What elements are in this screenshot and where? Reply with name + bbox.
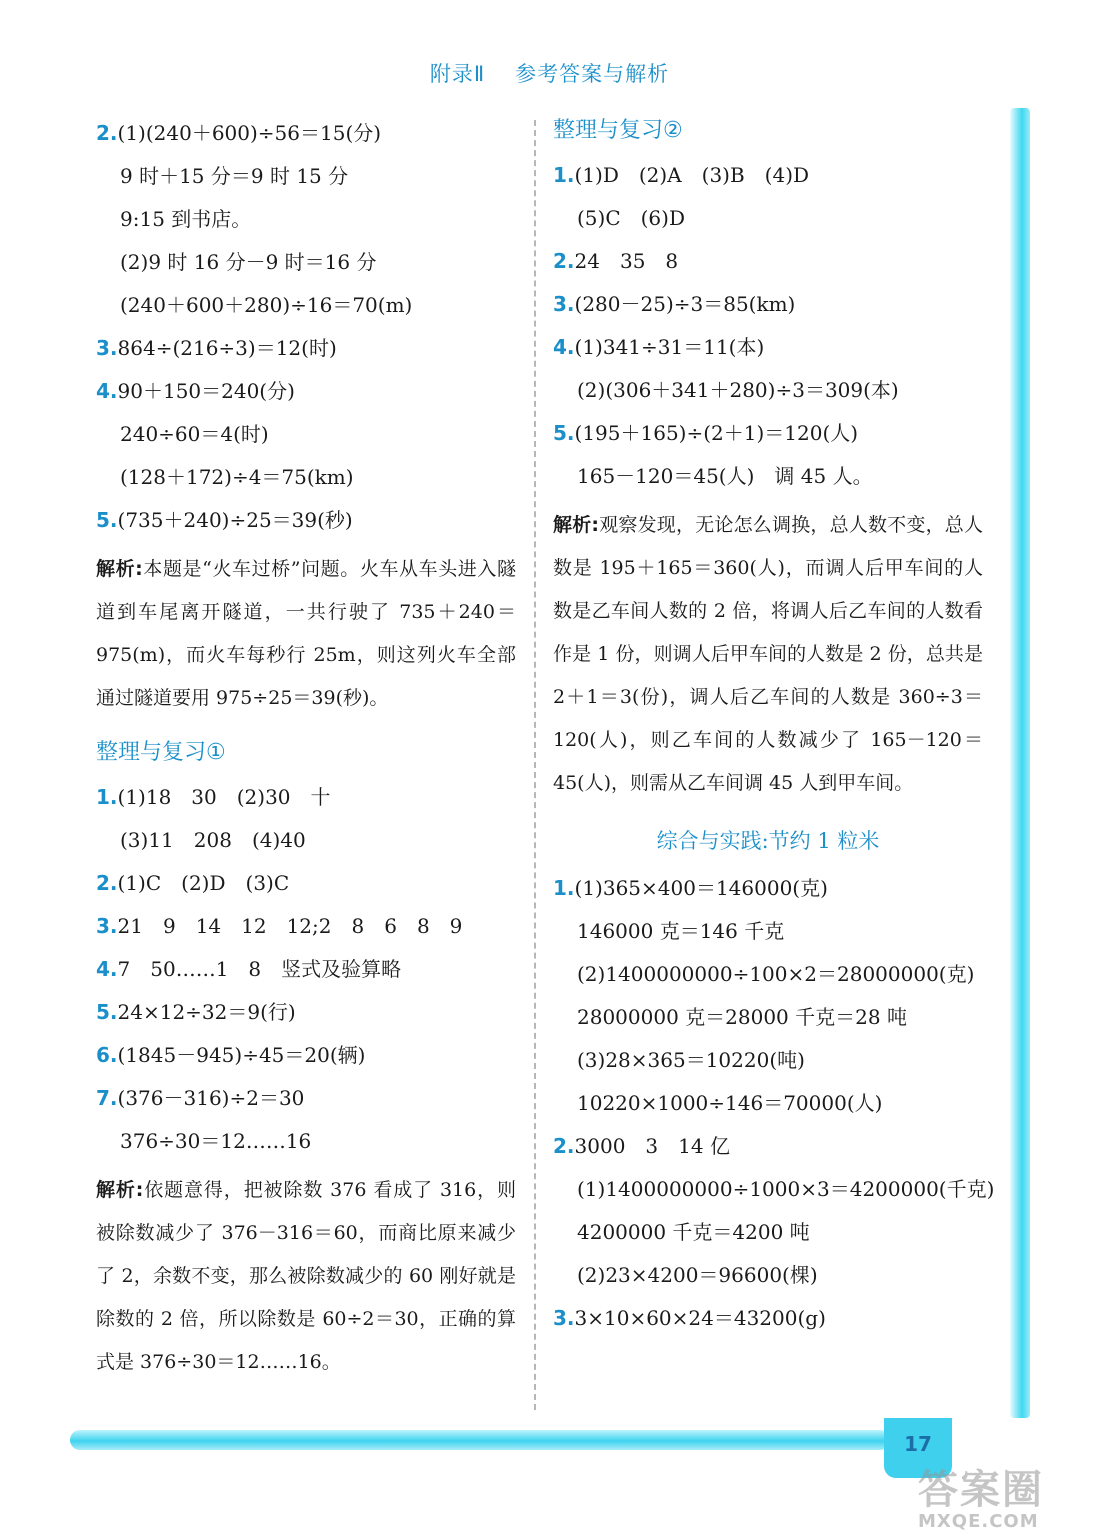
answer-item: 1.(1)D (2)A (3)B (4)D [553, 163, 810, 187]
answer-line: (3)28×365＝10220(吨) [577, 1048, 805, 1072]
answer-line: (2)23×4200＝96600(棵) [577, 1263, 818, 1287]
answer-item: 5.(735＋240)÷25＝39(秒) [96, 508, 353, 532]
answer-line: (128＋172)÷4＝75(km) [120, 465, 354, 489]
answer-item: 3.(280－25)÷3＝85(km) [553, 292, 796, 316]
answer-item: 7.(376－316)÷2＝30 [96, 1086, 305, 1110]
answer-item: 6.(1845－945)÷45＝20(辆) [96, 1043, 366, 1067]
answer-line: 28000000 克＝28000 千克＝28 吨 [577, 1005, 907, 1029]
answer-line: (3)11 208 (4)40 [120, 828, 306, 852]
answer-line: 9:15 到书店。 [120, 207, 252, 231]
answer-item: 4.7 50……1 8 竖式及验算略 [96, 957, 402, 981]
header-appendix: 附录Ⅱ [429, 62, 486, 86]
answer-item: 2.(1)(240＋600)÷56＝15(分) [96, 121, 382, 145]
answer-line: 9 时＋15 分＝9 时 15 分 [120, 164, 349, 188]
right-column [553, 112, 995, 1340]
answer-item: 1.(1)18 30 (2)30 十 [96, 785, 331, 809]
answer-line: 376÷30＝12……16 [120, 1129, 312, 1153]
right-decorative-band [1010, 108, 1030, 1418]
answer-line: 240÷60＝4(时) [120, 422, 269, 446]
answer-item: 2.(1)C (2)D (3)C [96, 871, 290, 895]
answer-item: 5.(195＋165)÷(2＋1)＝120(人) [553, 421, 859, 445]
answer-line: 165－120＝45(人) 调 45 人。 [577, 464, 873, 488]
section-title: 整理与复习① [96, 740, 226, 765]
analysis-block: 解析:本题是“火车过桥”问题。火车从车头进入隧道到车尾离开隧道，一共行驶了 735＋240＝975(m)，而火车每秒行 25m，则这列火车全部通过隧道要用 975÷25＝39(秒)。 [96, 558, 516, 709]
answer-item: 4.(1)341÷31＝11(本) [553, 335, 765, 359]
column-divider [534, 120, 536, 1410]
practice-title: 综合与实践:节约 1 粒米 [656, 829, 880, 853]
answer-line: 4200000 千克＝4200 吨 [577, 1220, 810, 1244]
answer-line: 10220×1000÷146＝70000(人) [577, 1091, 883, 1115]
answer-item: 5.24×12÷32＝9(行) [96, 1000, 296, 1024]
analysis-block: 解析:依题意得，把被除数 376 看成了 316，则被除数减少了 376－316＝60，而商比原来减少了 2，余数不变，那么被除数减少的 60 刚好就是除数的 2 倍，所以除数是 60÷2＝30，正确的算式是 376÷30＝12……16。 [96, 1179, 516, 1373]
analysis-block: 解析:观察发现，无论怎么调换，总人数不变，总人数是 195＋165＝360(人)，而调人后甲车间的人数是乙车间人数的 2 倍，将调人后乙车间的人数看作是 1 份，则调人后甲车间的人数是 2 份，总共是 2＋1＝3(份)，调人后乙车间的人数是 360÷3＝120(人)，则乙车间的人数减少了 165－120＝45(人)，则需从乙车间调 45 人到甲车间。 [553, 514, 983, 794]
answer-line: (5)C (6)D [577, 206, 685, 230]
watermark-logo: 答案圈 MXQE.COM [918, 1467, 1044, 1532]
header-title: 参考答案与解析 [515, 62, 670, 86]
answer-line: (1)1400000000÷1000×3＝4200000(千克) [577, 1177, 995, 1201]
page-number: 17 [904, 1432, 932, 1456]
answer-item: 3.21 9 14 12 12;2 8 6 8 9 [96, 914, 463, 938]
answer-item: 2.3000 3 14 亿 [553, 1134, 730, 1158]
answer-item: 2.24 35 8 [553, 249, 679, 273]
left-column [96, 112, 516, 1394]
page-header [0, 58, 1099, 88]
answer-line: 146000 克＝146 千克 [577, 919, 785, 943]
answer-item: 4.90＋150＝240(分) [96, 379, 295, 403]
answer-item: 3.3×10×60×24＝43200(g) [553, 1306, 826, 1330]
answer-line: (240＋600＋280)÷16＝70(m) [120, 293, 413, 317]
bottom-decorative-band [70, 1430, 890, 1450]
answer-item: 3.864÷(216÷3)＝12(时) [96, 336, 337, 360]
section-title: 整理与复习② [553, 118, 683, 143]
answer-line: (2)(306＋341＋280)÷3＝309(本) [577, 378, 899, 402]
answer-line: (2)9 时 16 分－9 时＝16 分 [120, 250, 377, 274]
answer-item: 1.(1)365×400＝146000(克) [553, 876, 828, 900]
answer-line: (2)1400000000÷100×2＝28000000(克) [577, 962, 975, 986]
